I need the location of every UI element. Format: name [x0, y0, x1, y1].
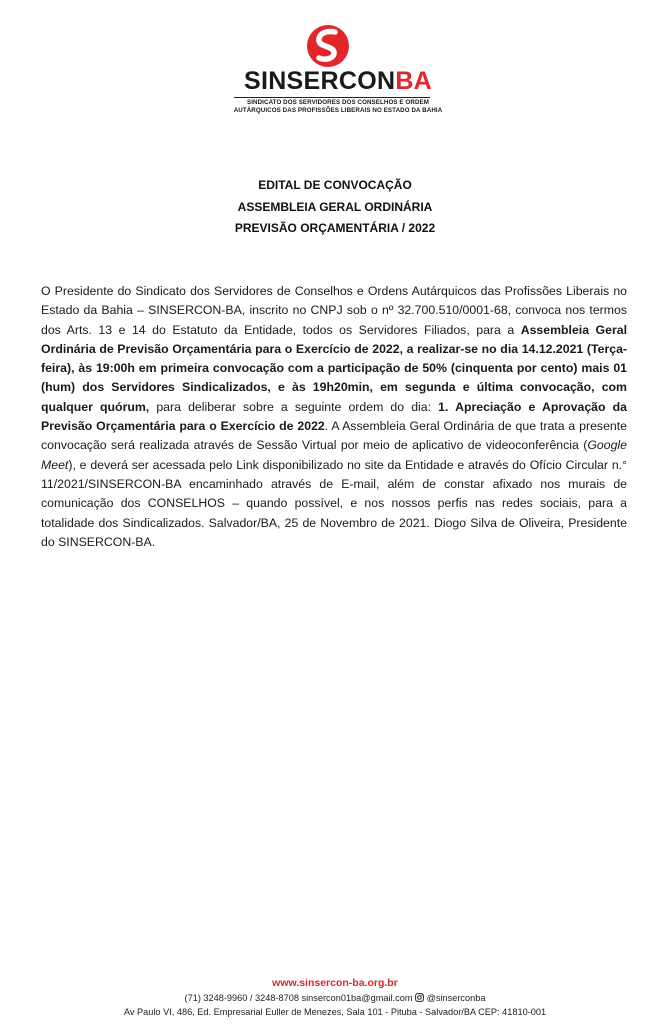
brand-subtitle-line1: SINDICATO DOS SERVIDORES DOS CONSELHOS E ORDEM	[247, 99, 429, 106]
brand-subtitle	[208, 99, 468, 114]
body-bold-1: Assembleia Geral Ordinária de Previsão Orçamentária para o Exercício de 2022, a realizar-se no dia 14.12.2021 (Terça-feira), às 19:00h em primeira convocação com a participação de 50% (cinquenta por cento) mais 01 (hum) dos Servidores Sindicalizados, e às 19h20min, em segunda e última convocação, com qualquer quórum,	[41, 322, 628, 414]
footer-website-link[interactable]: www.sinsercon-ba.org.br	[272, 977, 398, 989]
letterhead	[0, 0, 670, 130]
title-line2: ASSEMBLEIA GERAL ORDINÁRIA	[237, 199, 433, 214]
body-text-2: para deliberar sobre a seguinte ordem do dia:	[149, 399, 439, 414]
footer-contact	[0, 992, 670, 1004]
body-italic-1: Google Meet	[41, 438, 627, 472]
brand-subtitle-line2: AUTÁRQUICOS DAS PROFISSÕES LIBERAIS NO ESTADO DA BAHIA	[233, 106, 443, 114]
title-line3: PREVISÃO ORÇAMENTÁRIA / 2022	[234, 221, 436, 235]
title-line1: EDITAL DE CONVOCAÇÃO	[258, 178, 412, 192]
instagram-icon	[415, 993, 424, 1002]
body-bold-2: 1. Apreciação e Aprovação da Previsão Orçamentária para o Exercício de 2022	[41, 399, 627, 434]
sinsercon-s-logo-icon	[306, 22, 350, 70]
footer-instagram-handle: @sinserconba	[424, 993, 486, 1003]
brand-divider	[234, 97, 430, 98]
brand-name	[208, 66, 468, 96]
body-text-4: ), e deverá ser acessada pelo Link disponibilizado no site da Entidade e através do Ofício Circular n.° 11/2021/SINSERCON-BA encaminhado através de E-mail, além de constar afixado nos murais de comunicação dos CONSELHOS – quando possível, e nos nossos perfis nas redes sociais, para a totalidade dos Sindicalizados. Salvador/BA, 25 de Novembro de 2021. Diogo Silva de Oliveira, Presidente do SINSERCON-BA.	[41, 457, 627, 549]
footer-address: Av Paulo VI, 486, Ed. Empresarial Euller de Menezes, Sala 101 - Pituba - Salvador/BA CEP: 41810-001	[123, 1007, 547, 1017]
document-title	[0, 175, 670, 240]
notice-body	[41, 282, 627, 552]
footer-phone-email: (71) 3248-9960 / 3248-8708 sinsercon01ba@gmail.com	[184, 993, 416, 1003]
body-text-3: . A Assembleia Geral Ordinária de que trata a presente convocação será realizada através de Sessão Virtual por meio de aplicativo de videoconferência (	[41, 419, 627, 453]
brand-accent: BA	[395, 67, 433, 95]
brand-main: SINSERCON	[243, 67, 396, 95]
body-text-1: O Presidente do Sindicato dos Servidores de Conselhos e Ordens Autárquicos das Profissões Liberais no Estado da Bahia – SINSERCON-BA, inscrito no CNPJ sob o nº 32.700.510/0001-68, convoca nos termos dos Arts. 13 e 14 do Estatuto da Entidade, todos os Servidores Filiados, para a	[41, 284, 627, 337]
